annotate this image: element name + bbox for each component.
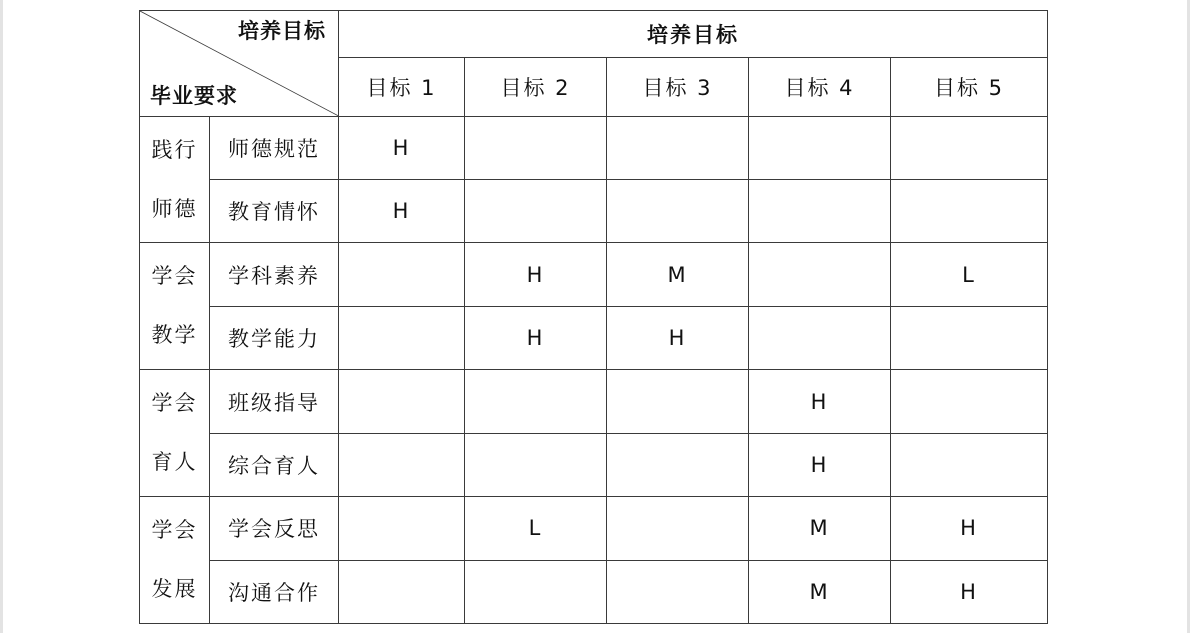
category-label-line1: 践行	[151, 137, 198, 162]
corner-header-cell	[140, 11, 339, 117]
mark-cell	[607, 560, 749, 623]
requirement-label: 沟通合作	[210, 560, 339, 623]
requirement-label: 学会反思	[210, 497, 339, 560]
mark-cell: H	[749, 433, 891, 496]
mark-cell	[749, 116, 891, 179]
mark-cell	[465, 433, 607, 496]
category-cell	[140, 497, 210, 624]
mark-cell: H	[891, 560, 1048, 623]
mark-cell	[607, 116, 749, 179]
requirement-label: 师德规范	[210, 116, 339, 179]
goal-header-4: 目标 4	[749, 58, 891, 116]
mark-cell	[339, 497, 465, 560]
mark-cell	[607, 497, 749, 560]
category-cell	[140, 116, 210, 243]
goal-header-3: 目标 3	[607, 58, 749, 116]
goals-header: 培养目标	[339, 11, 1048, 58]
mark-cell	[749, 180, 891, 243]
mark-cell: H	[339, 116, 465, 179]
mark-cell: M	[749, 497, 891, 560]
mark-cell: L	[465, 497, 607, 560]
requirement-label: 教学能力	[210, 306, 339, 369]
requirement-label: 班级指导	[210, 370, 339, 433]
table-row	[140, 497, 1048, 560]
mark-cell	[465, 560, 607, 623]
mark-cell	[339, 433, 465, 496]
goal-header-2: 目标 2	[465, 58, 607, 116]
table-row	[140, 433, 1048, 496]
table-row	[140, 560, 1048, 623]
goal-header-1: 目标 1	[339, 58, 465, 116]
mark-cell	[607, 180, 749, 243]
table-row	[140, 306, 1048, 369]
category-label-line1: 学会	[151, 264, 198, 289]
category-label-line1: 学会	[151, 518, 198, 543]
mark-cell	[339, 560, 465, 623]
mark-cell	[891, 180, 1048, 243]
requirements-goals-matrix	[139, 10, 1048, 624]
mark-cell	[749, 306, 891, 369]
table-row	[140, 243, 1048, 306]
page-edge-left	[0, 0, 3, 633]
category-label-line2: 教学	[151, 323, 198, 348]
requirement-label: 综合育人	[210, 433, 339, 496]
mark-cell: L	[891, 243, 1048, 306]
mark-cell	[465, 370, 607, 433]
mark-cell	[339, 306, 465, 369]
requirement-label: 学科素养	[210, 243, 339, 306]
mark-cell: M	[749, 560, 891, 623]
mark-cell: M	[607, 243, 749, 306]
mark-cell	[891, 306, 1048, 369]
category-label-line2: 师德	[151, 196, 198, 221]
mark-cell	[607, 433, 749, 496]
mark-cell	[465, 116, 607, 179]
mark-cell: H	[607, 306, 749, 369]
goal-header-5: 目标 5	[891, 58, 1048, 116]
table-row	[140, 116, 1048, 179]
mark-cell	[891, 433, 1048, 496]
category-label-line2: 育人	[151, 450, 198, 475]
corner-top-label: 培养目标	[238, 19, 326, 43]
corner-bottom-label: 毕业要求	[150, 83, 238, 108]
requirement-label: 教育情怀	[210, 180, 339, 243]
mark-cell	[749, 243, 891, 306]
category-label-line2: 发展	[151, 577, 198, 602]
category-cell	[140, 370, 210, 497]
mark-cell: H	[465, 306, 607, 369]
mark-cell: H	[891, 497, 1048, 560]
mark-cell	[339, 243, 465, 306]
mark-cell	[891, 370, 1048, 433]
mark-cell: H	[749, 370, 891, 433]
category-label-line1: 学会	[151, 391, 198, 416]
mark-cell: H	[465, 243, 607, 306]
mark-cell	[607, 370, 749, 433]
category-cell	[140, 243, 210, 370]
mark-cell	[465, 180, 607, 243]
table-row	[140, 370, 1048, 433]
table-row	[140, 180, 1048, 243]
mark-cell	[339, 370, 465, 433]
mark-cell	[891, 116, 1048, 179]
mark-cell: H	[339, 180, 465, 243]
